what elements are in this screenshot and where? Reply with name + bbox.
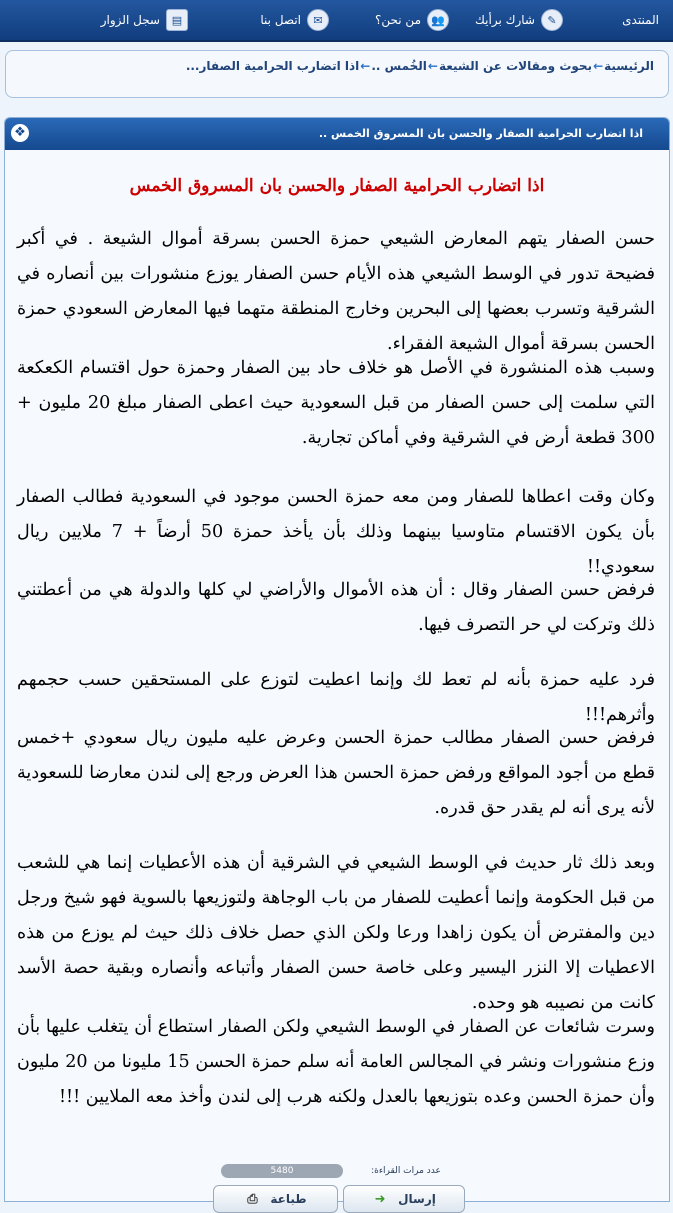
- mail-icon: ✉: [307, 9, 329, 31]
- nav-item-share-opinion[interactable]: [475, 9, 563, 31]
- article-header-bar: [5, 118, 669, 150]
- nav-item-forum[interactable]: [622, 9, 659, 31]
- pencil-icon: ✎: [541, 9, 563, 31]
- view-count-value: 5480: [221, 1164, 343, 1178]
- article-paragraph: فرفض حسن الصفار وقال : أن هذه الأموال والأراضي لي كلها والدولة هي من أعطتني ذلك وتركت لي حر التصرف فيها.: [17, 580, 655, 635]
- nav-label: اتصل بنا: [260, 13, 301, 27]
- article-paragraph: وسبب هذه المنشورة في الأصل هو خلاف حاد بين الصفار وحمزة حول اقتسام الكعكعة التي سلمت إلى حسن الصفار من قبل السعودية حيث اعطى الصفار مبلغ 20 مليون + 300 قطعة أرض في الشرقية وفي أماكن تجارية.: [17, 358, 655, 448]
- top-nav-bar: [0, 0, 673, 42]
- breadcrumb-arrow-icon: ←: [427, 59, 438, 73]
- article-paragraph: وسرت شائعات عن الصفار في الوسط الشيعي ولكن الصفار استطاع أن يتغلب عليها بأن وزع منشورات ونشر في المجالس العامة أنه سلم حمزة الحسن 15 مليونا من 20 مليون وأن حمزة الحسن وعده بتوزيعها بالعدل ولكنه هرب إلى لندن وأخذ معه الملايين !!!: [17, 1017, 655, 1107]
- article-panel: [4, 117, 670, 1202]
- article-paragraph: وبعد ذلك ثار حديث في الوسط الشيعي في الشرقية أن هذه الأعطيات إنما هي للشعب من قبل الحكومة وإنما أعطيت للصفار من باب الوجاهة ولتوزيعها بالسوية فهو شيخ ورجل دين والمفترض أن يكون زاهدا ورعا ولكن الذي حصل خلاف ذلك حيث لم يوزع من هذه الاعطيات إلا النزر اليسير وعلى خاصة حسن الصفار وأتباعه وأنصاره وبقية حصة الأسد كانت من نصيبه هو وحده.: [17, 853, 655, 1013]
- breadcrumb-link-research[interactable]: بحوث ومقالات عن الشيعة: [438, 59, 593, 73]
- print-icon: ⎙: [247, 1191, 258, 1207]
- breadcrumb-box: [5, 50, 669, 98]
- nav-label: سجل الزوار: [100, 13, 160, 27]
- breadcrumb-arrow-icon: ←: [360, 59, 371, 73]
- print-button[interactable]: [213, 1185, 338, 1213]
- breadcrumb-arrow-icon: ←: [593, 59, 604, 73]
- nav-label: شارك برأيك: [475, 13, 535, 27]
- article-paragraph: فرفض حسن الصفار مطالب حمزة الحسن وعرض عليه مليون ريال سعودي +خمس قطع من أجود المواقع ورفض حمزة الحسن هذا العرض ورجع إلى لندن معارضا للسعودية لأنه يرى أنه لم يقدر حق قدره.: [17, 728, 655, 818]
- send-button[interactable]: [343, 1185, 465, 1213]
- send-icon: ➜: [374, 1191, 386, 1207]
- users-icon: 👥: [427, 9, 449, 31]
- nav-label: المنتدى: [622, 13, 659, 27]
- send-button-label: إرسال: [398, 1192, 436, 1206]
- article-paragraph: فرد عليه حمزة بأنه لم تعط لك وإنما اعطيت لتوزع على المستحقين حسب حجمهم وأثرهم!!!: [17, 670, 655, 725]
- view-counter: [221, 1164, 465, 1178]
- nav-item-guestbook[interactable]: [101, 9, 188, 31]
- nav-item-contact-us[interactable]: [260, 9, 329, 31]
- breadcrumb-current[interactable]: اذا اتضارب الحرامية الصفار...: [185, 59, 360, 73]
- print-button-label: طباعة: [270, 1192, 307, 1206]
- nav-label: من نحن؟: [375, 13, 421, 27]
- article-title: اذا اتضارب الحرامية الصفار والحسن بان المسروق الخمس: [129, 176, 545, 196]
- guestbook-icon: ▤: [166, 9, 188, 31]
- article-paragraph: وكان وقت اعطاها للصفار ومن معه حمزة الحسن موجود في السعودية فطالب الصفار بأن يكون الاقتسام متاوسيا بينهما وذلك بأن يأخذ حمزة 50 أرضاً + 7 ملايين ريال سعودي!!: [17, 487, 655, 577]
- nav-item-about-us[interactable]: [375, 9, 449, 31]
- breadcrumb-link-khums[interactable]: الخُمس ..: [371, 59, 427, 73]
- view-count-label: عدد مرات القراءة:: [371, 1166, 441, 1176]
- post-icon: ❖: [11, 124, 29, 142]
- article-paragraph: حسن الصفار يتهم المعارض الشيعي حمزة الحسن بسرقة أموال الشيعة . في أكبر فضيحة تدور في الوسط الشيعي هذه الأيام حسن الصفار يوزع منشورات بين أنصاره في الشرقية وتسرب بعضها إلى البحرين وخارج المنطقة متهما فيها المعارض السعودي حمزة الحسن بسرقة أموال الشيعة الفقراء.: [17, 229, 655, 354]
- breadcrumb: [186, 59, 654, 73]
- article-header-title: اذا اتضارب الحرامية الصفار والحسن بان المسروق الخمس ..: [318, 127, 643, 140]
- breadcrumb-link-home[interactable]: الرئيسية: [604, 59, 654, 73]
